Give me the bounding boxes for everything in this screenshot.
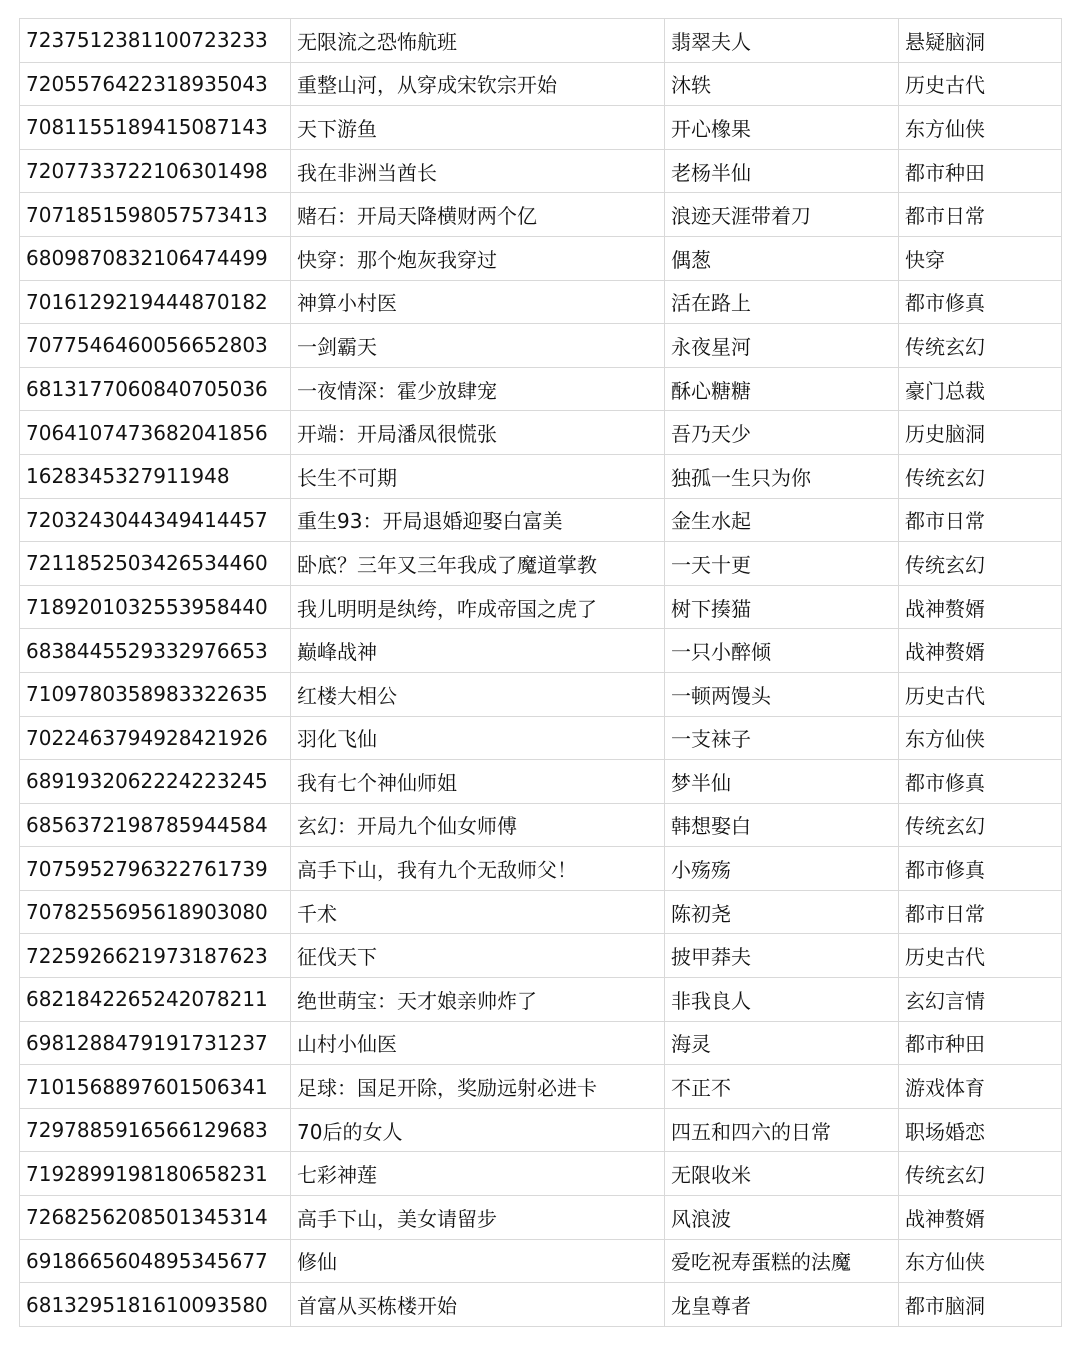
genre-cell: 都市修真 xyxy=(899,847,1062,891)
table-row xyxy=(20,1021,1062,1065)
author-cell: 酥心糖糖 xyxy=(665,367,899,411)
author-cell: 翡翠夫人 xyxy=(665,19,899,63)
book-title-cell: 神算小村医 xyxy=(291,280,665,324)
genre-cell: 历史古代 xyxy=(899,934,1062,978)
book-title-cell: 首富从买栋楼开始 xyxy=(291,1283,665,1327)
author-cell: 四五和四六的日常 xyxy=(665,1108,899,1152)
table-row xyxy=(20,716,1062,760)
book-id-cell: 7297885916566129683 xyxy=(20,1108,291,1152)
book-title-cell: 七彩神莲 xyxy=(291,1152,665,1196)
genre-cell: 战神赘婿 xyxy=(899,629,1062,673)
book-title-cell: 征伐天下 xyxy=(291,934,665,978)
book-id-cell: 6856372198785944584 xyxy=(20,803,291,847)
book-id-cell: 1628345327911948 xyxy=(20,454,291,498)
table-row xyxy=(20,803,1062,847)
table-row xyxy=(20,106,1062,150)
genre-cell: 豪门总裁 xyxy=(899,367,1062,411)
genre-cell: 都市脑洞 xyxy=(899,1283,1062,1327)
book-id-cell: 7189201032553958440 xyxy=(20,585,291,629)
table-row xyxy=(20,1283,1062,1327)
table-row xyxy=(20,847,1062,891)
genre-cell: 职场婚恋 xyxy=(899,1108,1062,1152)
book-title-cell: 山村小仙医 xyxy=(291,1021,665,1065)
book-title-cell: 我在非洲当酋长 xyxy=(291,149,665,193)
book-id-cell: 7268256208501345314 xyxy=(20,1196,291,1240)
book-id-cell: 6813295181610093580 xyxy=(20,1283,291,1327)
book-id-cell: 7109780358983322635 xyxy=(20,672,291,716)
table-row xyxy=(20,149,1062,193)
book-title-cell: 高手下山，我有九个无敌师父！ xyxy=(291,847,665,891)
book-id-cell: 7237512381100723233 xyxy=(20,19,291,63)
genre-cell: 传统玄幻 xyxy=(899,542,1062,586)
table-row xyxy=(20,411,1062,455)
book-title-cell: 赌石：开局天降横财两个亿 xyxy=(291,193,665,237)
genre-cell: 传统玄幻 xyxy=(899,454,1062,498)
book-title-cell: 绝世萌宝：天才娘亲帅炸了 xyxy=(291,978,665,1022)
book-id-cell: 7101568897601506341 xyxy=(20,1065,291,1109)
book-id-cell: 7211852503426534460 xyxy=(20,542,291,586)
book-id-cell: 7071851598057573413 xyxy=(20,193,291,237)
author-cell: 开心橡果 xyxy=(665,106,899,150)
author-cell: 一天十更 xyxy=(665,542,899,586)
book-title-cell: 我有七个神仙师姐 xyxy=(291,760,665,804)
author-cell: 梦半仙 xyxy=(665,760,899,804)
author-cell: 小殇殇 xyxy=(665,847,899,891)
table-row xyxy=(20,19,1062,63)
book-id-cell: 7203243044349414457 xyxy=(20,498,291,542)
genre-cell: 悬疑脑洞 xyxy=(899,19,1062,63)
table-row xyxy=(20,760,1062,804)
author-cell: 金生水起 xyxy=(665,498,899,542)
table-row xyxy=(20,193,1062,237)
book-title-cell: 天下游鱼 xyxy=(291,106,665,150)
genre-cell: 东方仙侠 xyxy=(899,106,1062,150)
book-id-cell: 7081155189415087143 xyxy=(20,106,291,150)
book-id-cell: 7016129219444870182 xyxy=(20,280,291,324)
genre-cell: 都市种田 xyxy=(899,149,1062,193)
table-row xyxy=(20,1239,1062,1283)
author-cell: 永夜星河 xyxy=(665,324,899,368)
book-title-cell: 一夜情深：霍少放肆宠 xyxy=(291,367,665,411)
genre-cell: 历史脑洞 xyxy=(899,411,1062,455)
table-row xyxy=(20,62,1062,106)
book-id-cell: 7022463794928421926 xyxy=(20,716,291,760)
genre-cell: 战神赘婿 xyxy=(899,585,1062,629)
genre-cell: 历史古代 xyxy=(899,672,1062,716)
table-row xyxy=(20,1065,1062,1109)
genre-cell: 都市修真 xyxy=(899,760,1062,804)
novel-table xyxy=(19,18,1062,1327)
table-row xyxy=(20,934,1062,978)
author-cell: 爱吃祝寿蛋糕的法魔 xyxy=(665,1239,899,1283)
table-row xyxy=(20,672,1062,716)
book-id-cell: 7075952796322761739 xyxy=(20,847,291,891)
book-title-cell: 红楼大相公 xyxy=(291,672,665,716)
genre-cell: 东方仙侠 xyxy=(899,1239,1062,1283)
book-id-cell: 7078255695618903080 xyxy=(20,890,291,934)
table-row xyxy=(20,1196,1062,1240)
author-cell: 沐轶 xyxy=(665,62,899,106)
book-title-cell: 一剑霸天 xyxy=(291,324,665,368)
genre-cell: 都市日常 xyxy=(899,498,1062,542)
book-title-cell: 长生不可期 xyxy=(291,454,665,498)
author-cell: 韩想娶白 xyxy=(665,803,899,847)
table-row xyxy=(20,280,1062,324)
table-row xyxy=(20,890,1062,934)
author-cell: 海灵 xyxy=(665,1021,899,1065)
book-title-cell: 玄幻：开局九个仙女师傅 xyxy=(291,803,665,847)
author-cell: 风浪波 xyxy=(665,1196,899,1240)
author-cell: 老杨半仙 xyxy=(665,149,899,193)
book-id-cell: 7192899198180658231 xyxy=(20,1152,291,1196)
book-title-cell: 高手下山，美女请留步 xyxy=(291,1196,665,1240)
book-title-cell: 重生93：开局退婚迎娶白富美 xyxy=(291,498,665,542)
book-title-cell: 开端：开局潘凤很慌张 xyxy=(291,411,665,455)
genre-cell: 快穿 xyxy=(899,236,1062,280)
book-title-cell: 足球：国足开除，奖励远射必进卡 xyxy=(291,1065,665,1109)
book-id-cell: 7225926621973187623 xyxy=(20,934,291,978)
genre-cell: 战神赘婿 xyxy=(899,1196,1062,1240)
book-id-cell: 6821842265242078211 xyxy=(20,978,291,1022)
genre-cell: 东方仙侠 xyxy=(899,716,1062,760)
author-cell: 无限收米 xyxy=(665,1152,899,1196)
author-cell: 吾乃天少 xyxy=(665,411,899,455)
genre-cell: 都市日常 xyxy=(899,890,1062,934)
table-row xyxy=(20,1108,1062,1152)
book-id-cell: 7207733722106301498 xyxy=(20,149,291,193)
book-id-cell: 6891932062224223245 xyxy=(20,760,291,804)
author-cell: 不正不 xyxy=(665,1065,899,1109)
table-row xyxy=(20,585,1062,629)
genre-cell: 都市种田 xyxy=(899,1021,1062,1065)
book-id-cell: 6918665604895345677 xyxy=(20,1239,291,1283)
book-title-cell: 70后的女人 xyxy=(291,1108,665,1152)
table-row xyxy=(20,454,1062,498)
book-title-cell: 我儿明明是纨绔，咋成帝国之虎了 xyxy=(291,585,665,629)
genre-cell: 传统玄幻 xyxy=(899,324,1062,368)
table-row xyxy=(20,542,1062,586)
table-row xyxy=(20,324,1062,368)
book-id-cell: 6838445529332976653 xyxy=(20,629,291,673)
author-cell: 浪迹天涯带着刀 xyxy=(665,193,899,237)
author-cell: 偶葱 xyxy=(665,236,899,280)
genre-cell: 都市日常 xyxy=(899,193,1062,237)
table-row xyxy=(20,978,1062,1022)
genre-cell: 都市修真 xyxy=(899,280,1062,324)
author-cell: 披甲莽夫 xyxy=(665,934,899,978)
book-title-cell: 羽化飞仙 xyxy=(291,716,665,760)
author-cell: 活在路上 xyxy=(665,280,899,324)
book-title-cell: 重整山河，从穿成宋钦宗开始 xyxy=(291,62,665,106)
author-cell: 龙皇尊者 xyxy=(665,1283,899,1327)
book-id-cell: 6809870832106474499 xyxy=(20,236,291,280)
genre-cell: 游戏体育 xyxy=(899,1065,1062,1109)
author-cell: 一只小醉倾 xyxy=(665,629,899,673)
book-id-cell: 6813177060840705036 xyxy=(20,367,291,411)
author-cell: 一顿两馒头 xyxy=(665,672,899,716)
book-title-cell: 快穿：那个炮灰我穿过 xyxy=(291,236,665,280)
book-title-cell: 千术 xyxy=(291,890,665,934)
book-id-cell: 7077546460056652803 xyxy=(20,324,291,368)
author-cell: 陈初尧 xyxy=(665,890,899,934)
genre-cell: 传统玄幻 xyxy=(899,803,1062,847)
table-row xyxy=(20,367,1062,411)
author-cell: 一支袜子 xyxy=(665,716,899,760)
table-row xyxy=(20,629,1062,673)
genre-cell: 玄幻言情 xyxy=(899,978,1062,1022)
genre-cell: 传统玄幻 xyxy=(899,1152,1062,1196)
author-cell: 非我良人 xyxy=(665,978,899,1022)
table-row xyxy=(20,236,1062,280)
book-title-cell: 修仙 xyxy=(291,1239,665,1283)
book-id-cell: 6981288479191731237 xyxy=(20,1021,291,1065)
author-cell: 独孤一生只为你 xyxy=(665,454,899,498)
table-row xyxy=(20,498,1062,542)
book-id-cell: 7064107473682041856 xyxy=(20,411,291,455)
table-body xyxy=(20,19,1062,1327)
author-cell: 树下揍猫 xyxy=(665,585,899,629)
book-id-cell: 7205576422318935043 xyxy=(20,62,291,106)
book-title-cell: 无限流之恐怖航班 xyxy=(291,19,665,63)
book-title-cell: 卧底？三年又三年我成了魔道掌教 xyxy=(291,542,665,586)
book-title-cell: 巅峰战神 xyxy=(291,629,665,673)
table-row xyxy=(20,1152,1062,1196)
genre-cell: 历史古代 xyxy=(899,62,1062,106)
